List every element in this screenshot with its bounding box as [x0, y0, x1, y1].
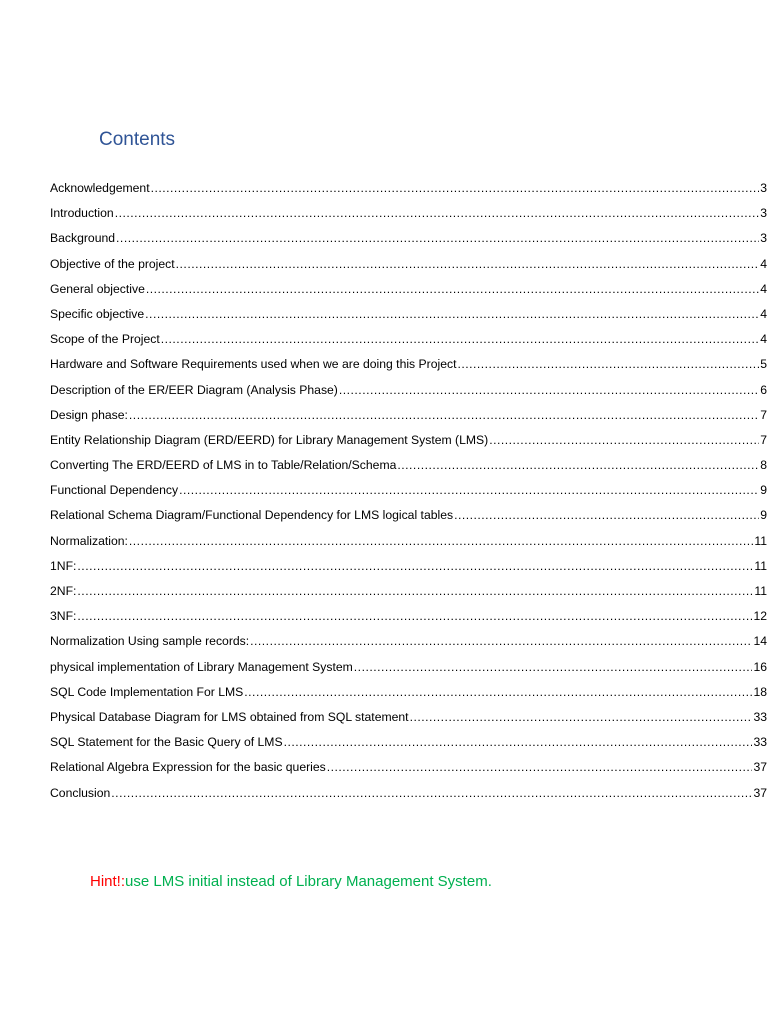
toc-entry-title: General objective	[50, 281, 145, 296]
toc-entry-page-number: 33	[753, 709, 767, 724]
toc-dot-leader	[244, 680, 752, 705]
toc-dot-leader	[457, 352, 759, 377]
toc-entry[interactable]	[50, 579, 767, 604]
toc-dot-leader	[176, 252, 760, 277]
toc-dot-leader	[116, 226, 759, 251]
hint-note	[90, 872, 492, 892]
toc-entry-title: 3NF:	[50, 609, 77, 624]
toc-entry-title: SQL Code Implementation For LMS	[50, 684, 244, 699]
toc-entry-page-number: 3	[760, 181, 767, 195]
toc-entry-page-number: 7	[760, 407, 767, 422]
toc-entry[interactable]	[50, 629, 767, 654]
toc-heading: Contents	[99, 129, 176, 150]
toc-entry[interactable]	[50, 453, 767, 478]
toc-entry-title: Acknowledgement	[50, 181, 150, 195]
toc-entry[interactable]	[50, 529, 767, 554]
toc-dot-leader	[129, 403, 759, 428]
toc-entry-page-number: 11	[754, 533, 767, 548]
toc-entry[interactable]	[50, 705, 767, 730]
toc-entry-title: Converting The ERD/EERD of LMS in to Table/Relation/Schema	[50, 458, 397, 473]
toc-dot-leader	[179, 478, 759, 503]
toc-dot-leader	[146, 277, 759, 302]
toc-entry-page-number: 16	[753, 659, 767, 674]
toc-entry-page-number: 14	[753, 634, 767, 649]
toc-dot-leader	[397, 453, 759, 478]
toc-entry[interactable]	[50, 655, 767, 680]
toc-dot-leader	[77, 604, 752, 629]
toc-dot-leader	[77, 554, 753, 579]
toc-entry-page-number: 8	[760, 458, 767, 473]
toc-entry[interactable]	[50, 302, 767, 327]
toc-entry[interactable]	[50, 226, 767, 251]
toc-entry-page-number: 4	[760, 306, 767, 321]
toc-entry[interactable]	[50, 604, 767, 629]
toc-entry-page-number: 4	[760, 281, 767, 296]
toc-entry-title: physical implementation of Library Management System	[50, 659, 353, 674]
toc-dot-leader	[354, 655, 753, 680]
toc-entry-title: Entity Relationship Diagram (ERD/EERD) for Library Management System (LMS)	[50, 432, 489, 447]
toc-entry-title: Hardware and Software Requirements used when we are doing this Project	[50, 357, 457, 372]
toc-entry-title: Conclusion	[50, 785, 111, 800]
toc-dot-leader	[284, 730, 753, 755]
toc-entry[interactable]	[50, 378, 767, 403]
toc-entry-title: SQL Statement for the Basic Query of LMS	[50, 735, 283, 750]
toc-entry-page-number: 4	[760, 256, 767, 271]
toc-entry-title: Physical Database Diagram for LMS obtained from SQL statement	[50, 709, 409, 724]
toc-entry[interactable]	[50, 176, 767, 201]
toc-entry-title: Description of the ER/EER Diagram (Analysis Phase)	[50, 382, 338, 397]
toc-entry-page-number: 9	[760, 508, 767, 523]
toc-entry-page-number: 5	[760, 357, 767, 372]
toc-entry-page-number: 7	[760, 432, 767, 447]
toc-entry-title: Specific objective	[50, 306, 145, 321]
toc-entry-page-number: 18	[753, 684, 767, 699]
toc-dot-leader	[161, 327, 759, 352]
toc-entry-page-number: 3	[760, 231, 767, 246]
toc-entry-page-number: 9	[760, 483, 767, 498]
toc-entry-page-number: 3	[760, 206, 767, 221]
toc-entry-page-number: 33	[753, 735, 767, 750]
toc-entry-title: Design phase:	[50, 407, 128, 422]
toc-entry-page-number: 12	[753, 609, 767, 624]
toc-entry-page-number: 37	[753, 760, 767, 775]
toc-dot-leader	[327, 755, 753, 780]
toc-dot-leader	[111, 781, 752, 806]
toc-dot-leader	[145, 302, 759, 327]
toc-entry[interactable]	[50, 403, 767, 428]
toc-entry-title: 1NF:	[50, 558, 77, 573]
toc-entry-page-number: 4	[760, 332, 767, 347]
toc-list	[50, 176, 767, 806]
toc-entry-title: Normalization:	[50, 533, 128, 548]
toc-dot-leader	[250, 629, 752, 654]
toc-entry-title: Functional Dependency	[50, 483, 179, 498]
toc-entry[interactable]	[50, 680, 767, 705]
toc-entry[interactable]	[50, 201, 767, 226]
toc-entry-title: Relational Schema Diagram/Functional Dependency for LMS logical tables	[50, 508, 454, 523]
toc-entry[interactable]	[50, 781, 767, 806]
toc-entry-title: Normalization Using sample records:	[50, 634, 250, 649]
toc-entry-title: Scope of the Project	[50, 332, 160, 347]
toc-entry[interactable]	[50, 277, 767, 302]
toc-entry-page-number: 6	[760, 382, 767, 397]
toc-entry-page-number: 11	[754, 584, 767, 598]
toc-dot-leader	[151, 176, 760, 201]
toc-entry[interactable]	[50, 755, 767, 780]
toc-entry[interactable]	[50, 730, 767, 755]
toc-entry-title: Introduction	[50, 206, 114, 221]
toc-entry-title: Objective of the project	[50, 256, 175, 271]
toc-entry-title: Relational Algebra Expression for the basic queries	[50, 760, 326, 775]
toc-entry[interactable]	[50, 554, 767, 579]
toc-entry[interactable]	[50, 428, 767, 453]
toc-entry[interactable]	[50, 252, 767, 277]
toc-entry[interactable]	[50, 478, 767, 503]
toc-dot-leader	[129, 529, 753, 554]
toc-entry[interactable]	[50, 327, 767, 352]
hint-text: use LMS initial instead of Library Management System.	[125, 873, 492, 890]
toc-entry-title: 2NF:	[50, 584, 77, 598]
toc-entry-title: Background	[50, 231, 116, 246]
hint-label: Hint!:	[90, 873, 126, 890]
toc-entry[interactable]	[50, 352, 767, 377]
toc-dot-leader	[410, 705, 753, 730]
toc-dot-leader	[489, 428, 759, 453]
toc-dot-leader	[77, 579, 753, 604]
toc-entry-page-number: 37	[753, 785, 767, 800]
toc-dot-leader	[339, 378, 759, 403]
toc-dot-leader	[115, 201, 760, 226]
toc-entry[interactable]	[50, 503, 767, 528]
toc-dot-leader	[454, 503, 759, 528]
toc-entry-page-number: 11	[754, 558, 767, 573]
